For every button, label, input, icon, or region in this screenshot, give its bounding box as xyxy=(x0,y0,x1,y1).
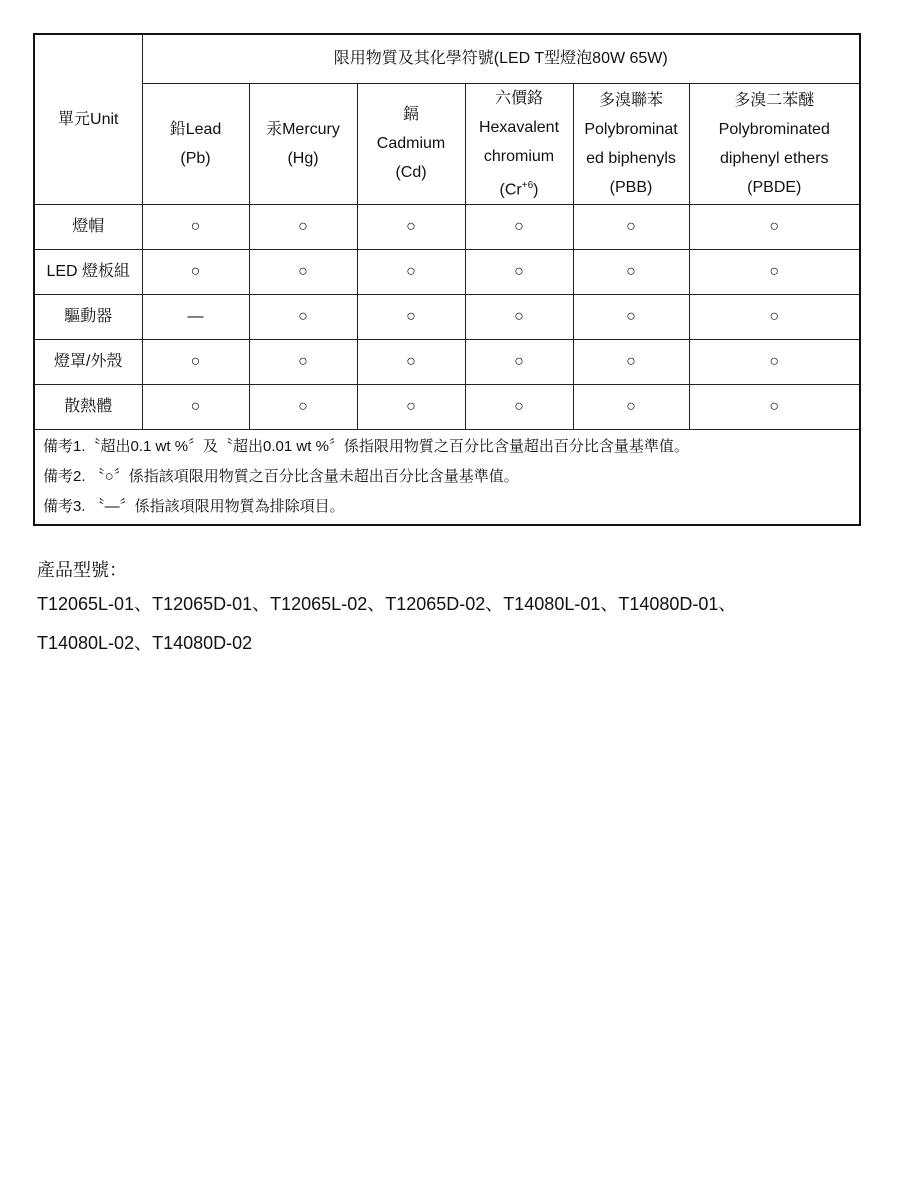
compliance-mark: ○ xyxy=(357,339,465,384)
compliance-mark: ○ xyxy=(465,384,573,429)
table-row xyxy=(34,294,860,339)
compliance-mark: ○ xyxy=(142,249,249,294)
compliance-mark: ○ xyxy=(249,384,357,429)
compliance-mark: ○ xyxy=(573,384,689,429)
compliance-mark: ○ xyxy=(689,249,860,294)
compliance-mark: ○ xyxy=(465,339,573,384)
compliance-mark: ○ xyxy=(689,204,860,249)
table-row xyxy=(34,384,860,429)
compliance-mark: ○ xyxy=(142,339,249,384)
compliance-mark: ○ xyxy=(357,249,465,294)
compliance-mark: ○ xyxy=(249,249,357,294)
compliance-mark: ○ xyxy=(357,294,465,339)
note-1: 備考1.〝超出0.1 wt %〞及〝超出0.01 wt %〞係指限用物質之百分比含量超出百分比含量基準值。 xyxy=(43,438,689,456)
header-chromium: 六價鉻 Hexavalent chromium $(Cr^{+6})$ xyxy=(465,83,573,204)
unit-name: LED 燈板組 xyxy=(34,249,142,294)
unit-name: 散熱體 xyxy=(34,384,142,429)
compliance-mark: ○ xyxy=(573,249,689,294)
unit-name: 驅動器 xyxy=(34,294,142,339)
compliance-mark: ○ xyxy=(689,339,860,384)
compliance-mark: ○ xyxy=(142,204,249,249)
unit-header: 單元Unit xyxy=(34,34,142,204)
compliance-mark: ○ xyxy=(573,294,689,339)
product-models-line-2: T14080L-02、T14080D-02 xyxy=(37,633,253,653)
unit-name: 燈帽 xyxy=(34,204,142,249)
header-pbde: 多溴二苯醚 Polybrominated diphenyl ethers (PBDE) xyxy=(689,83,860,204)
header-cadmium: 鎘 Cadmium (Cd) xyxy=(357,83,465,204)
compliance-mark: ○ xyxy=(249,294,357,339)
compliance-mark: ○ xyxy=(573,339,689,384)
rohs-table xyxy=(33,33,861,526)
product-model-label: 產品型號： xyxy=(37,560,127,580)
compliance-mark: ○ xyxy=(249,204,357,249)
compliance-mark: ○ xyxy=(357,384,465,429)
table-row xyxy=(34,339,860,384)
compliance-mark: ○ xyxy=(142,384,249,429)
compliance-mark: ○ xyxy=(465,294,573,339)
compliance-mark: ○ xyxy=(357,204,465,249)
notes-cell xyxy=(34,429,860,525)
note-3: 備考3. 〝—〞係指該項限用物質為排除項目。 xyxy=(43,498,345,516)
compliance-mark: ○ xyxy=(689,294,860,339)
table-row xyxy=(34,204,860,249)
table-row xyxy=(34,249,860,294)
compliance-mark: ○ xyxy=(249,339,357,384)
compliance-mark: ○ xyxy=(465,204,573,249)
header-pbb: 多溴聯苯 Polybrominat ed biphenyls (PBB) xyxy=(573,83,689,204)
header-mercury: 汞Mercury (Hg) xyxy=(249,83,357,204)
compliance-mark: ○ xyxy=(465,249,573,294)
note-2: 備考2. 〝○〞係指該項限用物質之百分比含量未超出百分比含量基準值。 xyxy=(43,468,519,486)
product-models-line-1: T12065L-01、T12065D-01、T12065L-02、T12065D-02、T14080L-01、T14080D-01、 xyxy=(37,594,737,614)
header-lead: 鉛Lead (Pb) xyxy=(142,83,249,204)
compliance-mark: ○ xyxy=(573,204,689,249)
compliance-mark: — xyxy=(142,294,249,339)
compliance-mark: ○ xyxy=(689,384,860,429)
unit-name: 燈罩/外殼 xyxy=(34,339,142,384)
table-title: 限用物質及其化學符號(LED T型燈泡80W 65W) xyxy=(142,34,860,83)
substance-header-row xyxy=(34,83,860,204)
